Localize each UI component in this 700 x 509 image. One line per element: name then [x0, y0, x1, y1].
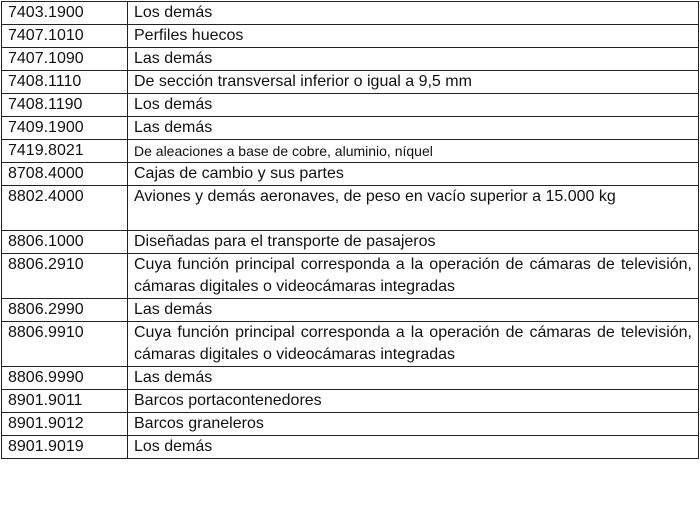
table-row: [2, 436, 699, 459]
table-row: [2, 71, 699, 94]
tariff-description: Las demás: [128, 117, 699, 140]
tariff-code: 7407.1010: [2, 25, 128, 48]
tariff-code: 8806.9990: [2, 367, 128, 390]
tariff-description: Las demás: [128, 48, 699, 71]
table-row: [2, 140, 699, 163]
tariff-description: Barcos graneleros: [128, 413, 699, 436]
tariff-description: Las demás: [128, 367, 699, 390]
table-row: [2, 163, 699, 186]
tariff-description: Cuya función principal corresponda a la operación de cámaras de televisión, cámaras digitales o videocámaras integradas: [128, 254, 699, 299]
table-row: [2, 299, 699, 322]
table-row: [2, 48, 699, 71]
table-row: [2, 322, 699, 367]
table-row: [2, 231, 699, 254]
tariff-code: 8901.9011: [2, 390, 128, 413]
tariff-table: [1, 1, 699, 459]
tariff-description: Cajas de cambio y sus partes: [128, 163, 699, 186]
tariff-description: Los demás: [128, 2, 699, 25]
tariff-code: 8806.2910: [2, 254, 128, 299]
tariff-code: 7408.1110: [2, 71, 128, 94]
table-row: [2, 413, 699, 436]
table-row: [2, 254, 699, 299]
table-row: [2, 186, 699, 231]
tariff-description: Los demás: [128, 94, 699, 117]
table-row: [2, 94, 699, 117]
tariff-description: Diseñadas para el transporte de pasajeros: [128, 231, 699, 254]
tariff-code: 8806.2990: [2, 299, 128, 322]
table-row: [2, 117, 699, 140]
tariff-description: Barcos portacontenedores: [128, 390, 699, 413]
tariff-code: 7409.1900: [2, 117, 128, 140]
tariff-description: De sección transversal inferior o igual a 9,5 mm: [128, 71, 699, 94]
tariff-code: 7403.1900: [2, 2, 128, 25]
tariff-code: 8901.9019: [2, 436, 128, 459]
tariff-code: 8901.9012: [2, 413, 128, 436]
tariff-description: Cuya función principal corresponda a la operación de cámaras de televisión, cámaras digitales o videocámaras integradas: [128, 322, 699, 367]
table-row: [2, 390, 699, 413]
tariff-description: Los demás: [128, 436, 699, 459]
table-row: [2, 25, 699, 48]
tariff-code: 8708.4000: [2, 163, 128, 186]
tariff-description: Aviones y demás aeronaves, de peso en vacío superior a 15.000 kg: [128, 186, 699, 231]
tariff-description: Las demás: [128, 299, 699, 322]
tariff-code: 8806.1000: [2, 231, 128, 254]
tariff-code: 8806.9910: [2, 322, 128, 367]
tariff-code: 8802.4000: [2, 186, 128, 231]
tariff-description: Perfiles huecos: [128, 25, 699, 48]
table-row: [2, 367, 699, 390]
tariff-description: De aleaciones a base de cobre, aluminio, níquel: [128, 140, 699, 163]
tariff-code: 7419.8021: [2, 140, 128, 163]
tariff-code: 7407.1090: [2, 48, 128, 71]
tariff-code: 7408.1190: [2, 94, 128, 117]
table-row: [2, 2, 699, 25]
